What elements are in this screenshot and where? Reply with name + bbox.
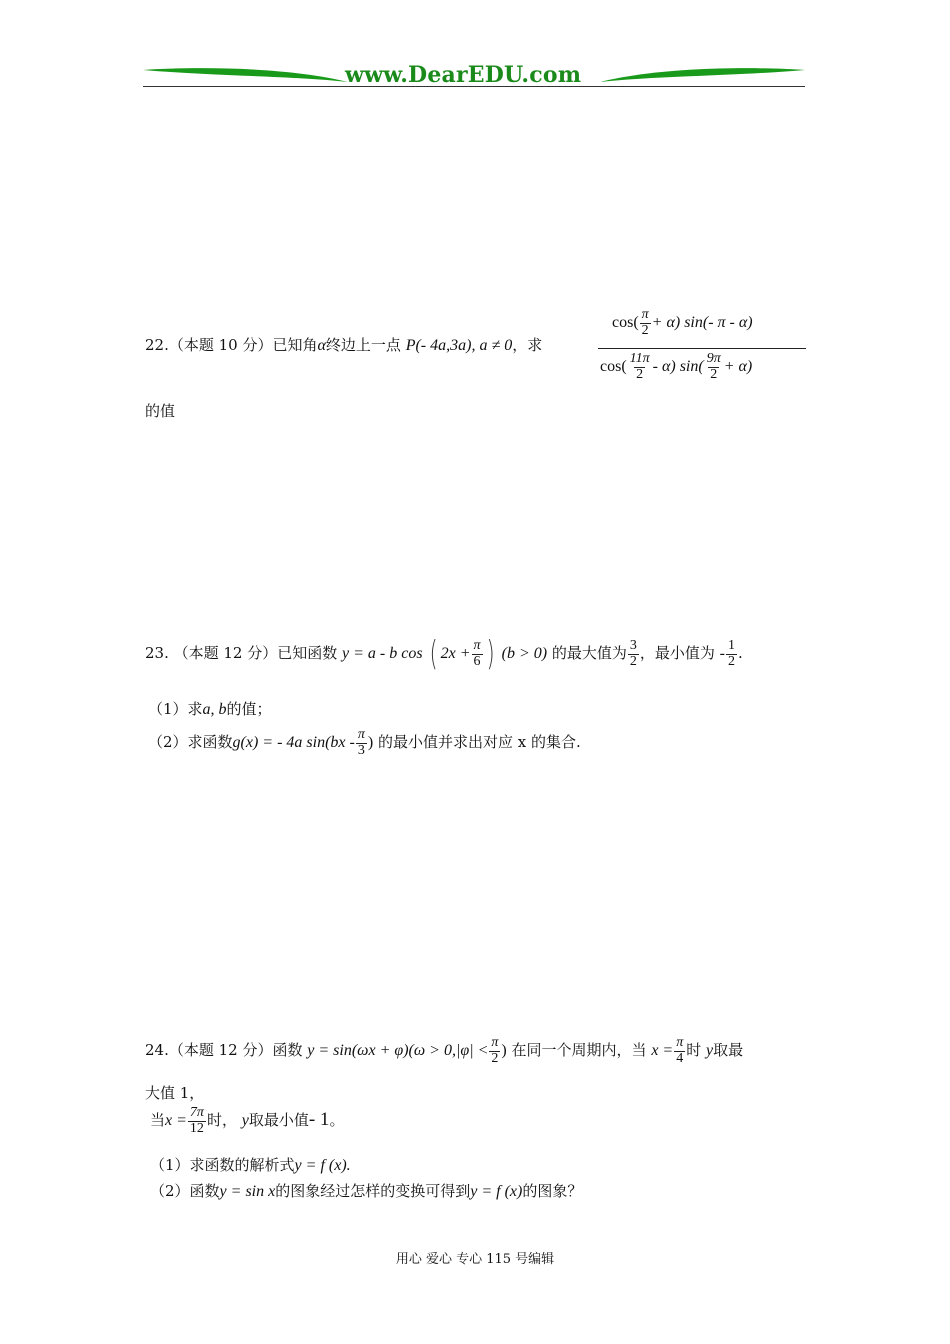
q23-min-den: 2 — [727, 653, 735, 669]
q22-num-rest: + α) sin(- π - α) — [651, 313, 753, 331]
q24-part2-f: y = f (x) — [470, 1183, 523, 1200]
q23-func-inner: 2x + — [440, 645, 471, 662]
q24-line3-val: - 1 — [308, 1109, 330, 1131]
q24-part2-sin: y = sin x — [219, 1183, 276, 1200]
q22-den-mid: - α) sin( — [652, 357, 704, 375]
q23-end: . — [737, 644, 743, 662]
q24-text2: 时 — [686, 1041, 702, 1060]
q24-line3-x: x = — [165, 1112, 187, 1130]
q24-line2: 大值 1， — [145, 1084, 205, 1102]
left-swoosh-decoration — [143, 64, 348, 86]
q22-num-cos: cos( — [612, 313, 639, 331]
q22-point: P(- 4a,3a), a ≠ 0 — [405, 337, 513, 354]
q22-alpha: α — [317, 337, 326, 354]
q22-num-pi: π — [641, 307, 649, 322]
q22-den-11pi: 11π — [629, 351, 650, 366]
q23-part2-a: （2）求函数 — [148, 733, 233, 752]
q23-min-text: ，最小值为 — [639, 644, 715, 662]
q22-den-end: + α) — [723, 357, 753, 375]
q24-y: y — [706, 1042, 714, 1060]
q24-part2-a: （2）函数 — [150, 1182, 220, 1200]
q23-max-den: 2 — [629, 653, 637, 669]
q23-max-text: 的最大值为 — [551, 644, 627, 662]
q22-num-2: 2 — [641, 322, 649, 338]
q24-two: 2 — [491, 1050, 499, 1066]
q24-line1 — [145, 1036, 743, 1066]
q23-part2 — [148, 728, 581, 758]
q22-numerator — [612, 308, 753, 338]
q24-part2-b: 的图象经过怎样的变换可得到 — [275, 1182, 471, 1200]
q24-part1-a: （1）求函数的解析式 — [150, 1156, 295, 1174]
q24-line3-c: 取最小值 — [248, 1111, 309, 1130]
q22-denominator — [600, 352, 752, 382]
q22-fraction-bar — [598, 348, 806, 349]
q22-seek: ，求 — [512, 336, 543, 354]
q24-part2 — [150, 1180, 582, 1201]
q24-func: y = sin(ωx + φ)(ω > 0,|φ| < — [307, 1042, 489, 1060]
q24-line3-y: y — [241, 1112, 249, 1130]
q23-max-num: 3 — [629, 637, 637, 653]
q23-line — [145, 634, 743, 674]
q23-func: y = a - b cos — [342, 645, 423, 662]
q22-den-cos: cos( — [600, 357, 627, 375]
q23-cond: (b > 0) — [501, 645, 548, 662]
page-footer: 用心 爱心 专心 115 号编辑 — [395, 1252, 555, 1267]
q23-min-num: 1 — [727, 637, 735, 653]
q22-line — [145, 334, 542, 355]
header-logo: www.DearEDU.com — [345, 62, 582, 88]
q24-line3-num: 7π — [189, 1105, 204, 1120]
q24-part1 — [150, 1154, 351, 1175]
q23-part1-a: （1）求 — [148, 700, 203, 718]
q23-part1 — [148, 698, 272, 719]
q23-part1-var: a, b — [202, 701, 227, 718]
q24-text3: 取最 — [713, 1041, 744, 1060]
q24-line3-d: 。 — [329, 1111, 345, 1130]
q23-part2-3: 3 — [357, 742, 365, 758]
q22-den-2b: 2 — [710, 366, 718, 382]
q24-line3-b: 时， — [206, 1111, 237, 1130]
q24-line3-den: 12 — [189, 1120, 204, 1136]
q24-pi4-den: 4 — [676, 1050, 684, 1066]
q24-x-eq: x = — [651, 1042, 674, 1060]
q23-part2-pi: π — [357, 727, 365, 742]
q22-den-2a: 2 — [636, 366, 644, 382]
q24-text1: 在同一个周期内，当 — [511, 1041, 647, 1060]
q24-line3 — [150, 1106, 344, 1136]
q23-part2-close: ) — [367, 734, 374, 752]
q22-lead: 22.（本题 10 分）已知角 — [145, 336, 318, 354]
q24-part1-f: y = f (x). — [294, 1157, 351, 1174]
q24-line3-a: 当 — [150, 1111, 166, 1130]
q23-part2-b: 的最小值并求出对应 x 的集合. — [377, 733, 581, 752]
q23-six: 6 — [473, 653, 481, 669]
q24-pi: π — [491, 1035, 499, 1050]
q23-part2-func: g(x) = - 4a sin(bx - — [232, 734, 355, 752]
q23-lead: 23. （本题 12 分）已知函数 — [145, 644, 338, 662]
q24-pi4-num: π — [676, 1035, 684, 1050]
q23-pi: π — [473, 637, 481, 653]
q24-lead: 24.（本题 12 分）函数 — [145, 1041, 303, 1060]
q23-left-paren: ( — [430, 634, 438, 674]
q23-min-sign: - — [719, 645, 725, 662]
right-swoosh-decoration — [600, 64, 805, 86]
q24-part2-c: 的图象？ — [522, 1182, 583, 1200]
header-rule — [143, 86, 805, 87]
q24-close: ) — [501, 1042, 507, 1060]
q22-den-9pi: 9π — [706, 351, 721, 366]
q22-tail: 的值 — [145, 402, 176, 420]
q23-right-paren: ) — [486, 634, 495, 674]
q23-part1-b: 的值； — [226, 700, 272, 718]
q22-mid: 终边上一点 — [325, 336, 401, 354]
